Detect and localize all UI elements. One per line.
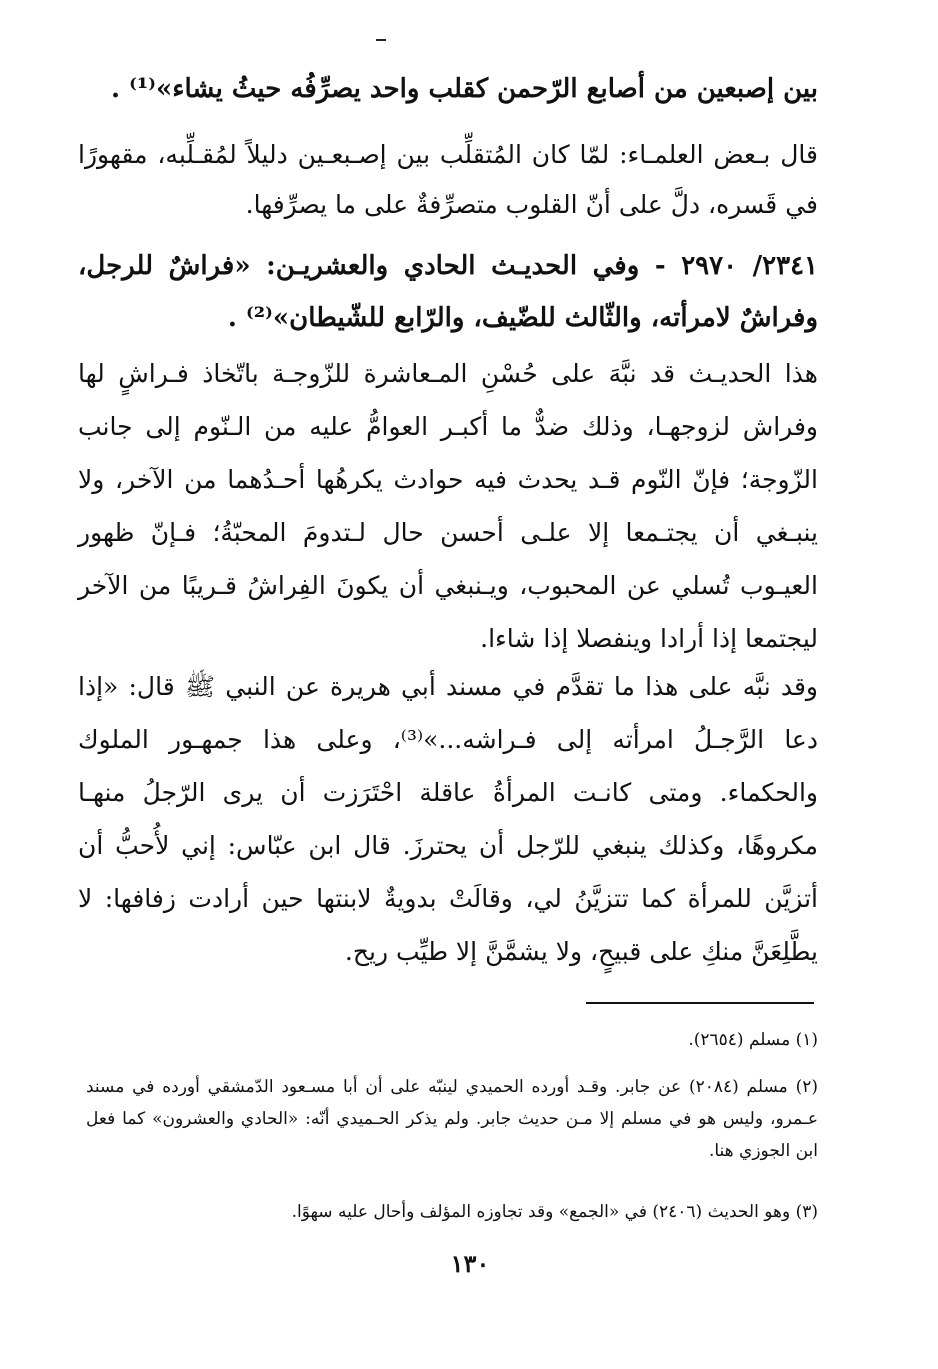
footnote-1: (١) مسلم (٢٦٥٤).	[688, 1030, 818, 1050]
paragraph-scholars-comment: قال بـعض العلمـاء: لمّا كان المُتقلِّب بين إصـبعـين دليلاً لمُقـلِّبه، مقهورًا في قَسره، دلَّ على أنّ القلوب متصرِّفةٌ على ما يصرِّفها.	[78, 140, 818, 219]
footnote-3: (٣) وهو الحديث (٢٤٠٦) في «الجمع» وقد تجاوزه المؤلف وأحال عليه سهوًا.	[291, 1202, 818, 1222]
paragraph-further-commentary: وقد نبَّه على هذا ما تقدَّم في مسند أبي هريرة عن النبي ﷺ قال: «إذا دعا الرَّجـلُ امرأته إلى فـراشه...»⁽³⁾، وعلى هذا جمهـور الملوك والحكماء. ومتى كانـت المرأةُ عاقلة احْتَرَزت أن يرى الرّجلُ منهـا مكروهًا، وكذلك ينبغي للرّجل أن يحترزَ. قال ابن عبّاس: إني لأُحبُّ أن أتزيَّن للمرأة كما تتزيَّنُ لي، وقالَتْ بدويةٌ لابنتها حين أرادت زفافها: لا يطَّلِعَنَّ منكِ على قبيحٍ، ولا يشمَّنَّ إلا طيِّب ريح.	[78, 672, 818, 966]
hadith-heading: ٢٣٤١/ ٢٩٧٠ - وفي الحديـث الحادي والعشريـن: «فراشٌ للرجل، وفراشٌ لامرأته، والثّالث للضّيف، والرّابع للشّيطان»⁽²⁾ .	[78, 251, 818, 333]
top-line-continuation: بين إصبعين من أصابع الرّحمن كقلب واحد يصرِّفُه حيثُ يشاء»⁽¹⁾ .	[110, 74, 818, 104]
footnote-2: (٢) مسلم (٢٠٨٤) عن جابر. وقـد أورده الحميدي لينبّه على أن أبا مسـعود الدّمشقي أورده في مسند عـمرو، وليس هو في مسلم إلا مـن حديث جابر. ولم يذكر الحـميدي أنّه: «الحادي والعشرون» كما فعل ابن الجوزي هنا.	[86, 1077, 818, 1161]
page-number: ١٣٠	[450, 1249, 490, 1278]
top-mark	[376, 39, 386, 41]
footnote-separator	[586, 1002, 814, 1004]
paragraph-hadith-commentary: هذا الحديـث قد نبَّهَ على حُسْنِ المـعاشرة للزّوجـة باتّخاذ فـراشٍ لها وفراش لزوجهـا، وذلك ضدٌّ ما أكبـر العوامُّ عليه من الـنّوم إلى جانب الزّوجة؛ فإنّ النّوم قـد يحدث فيه حوادث يكرهُها أحـدُهما من الآخر، ولا ينبـغي أن يجتـمعا إلا علـى أحسن حال لـتدومَ المحبّةُ؛ فـإنّ ظهور العيـوب تُسلي عن المحبوب، ويـنبغي أن يكونَ الفِراشُ قـريبًا من الآخر ليجتمعا إذا أرادا وينفصلا إذا شاءا.	[78, 359, 818, 653]
